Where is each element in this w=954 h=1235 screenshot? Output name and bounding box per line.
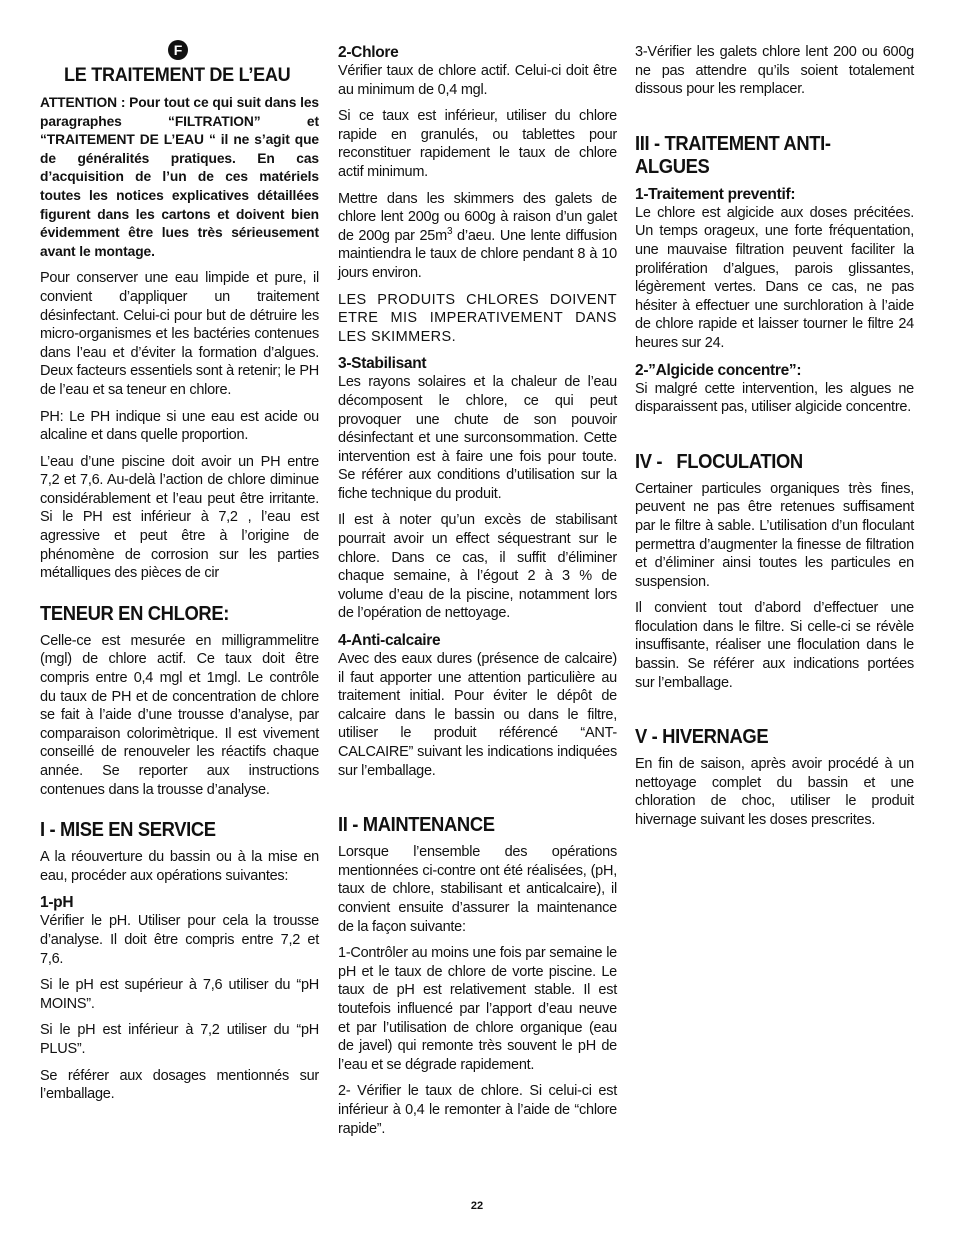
chlore-skimmers-warning: LES PRODUITS CHLORES DOIVENT ETRE MIS IMPERATIVEMENT DANS LES SKIMMERS. [338, 291, 617, 345]
floculation-paragraph-1: Certainer particules organiques très fines, peuvent ne pas être retenues suffisament par le filtre à sable. L’utilisation d’un floculant permettra d’augmenter la finesse de filtration et d’éliminer ainsi toutes les particules en suspension. [635, 480, 914, 590]
page-number: 22 [470, 1200, 484, 1212]
column-1 [40, 40, 319, 1104]
heading-traitement-preventif: 1-Traitement preventif: [635, 185, 796, 203]
ph-definition: PH: Le PH indique si une eau est acide ou alcaline et dans quelle proportion. [40, 408, 319, 444]
heading-teneur-chlore: TENEUR EN CHLORE: [40, 602, 230, 625]
anti-calcaire-paragraph: Avec des eaux dures (présence de calcaire) il faut apporter une attention particulière au traitement initial. Pour éviter le dépôt de calcaire dans le bassin ou dans le filtre, utiliser le produit référencé “ANT-CALCAIRE” suivant les indications indiquées sur l’emballage. [338, 651, 617, 779]
heading-hivernage: V - HIVERNAGE [635, 726, 769, 749]
chlore-paragraph-3 [338, 190, 617, 283]
ph-step-3: Si le pH est inférieur à 7,2 utiliser du “pH PLUS”. [40, 1022, 319, 1057]
chlore-paragraph-1: Vérifier taux de chlore actif. Celui-ci doit être au minimum de 0,4 mgl. [338, 63, 617, 98]
stabilisant-paragraph-2: Il est à noter qu’un excès de stabilisant pourrait avoir un effect séquestrant sur le chlore. Dans ce cas, il suffit d’éliminer chaque semaine, à l’égout 2 à 3 % de volume d’eau de la piscine, notamment lors de l’opération de nettoyage. [338, 512, 617, 622]
page-title: LE TRAITEMENT DE L’EAU [64, 65, 291, 86]
maintenance-paragraph-3: 2- Vérifier le taux de chlore. Si celui-ci est inférieur à 0,4 le remonter à l’aide de “chlore rapide”. [338, 1083, 617, 1137]
chlore-p3-part-b: d’aeu. Une lente diffusion maintiendra le taux de chlore pendant 8 à 10 jours environ. [338, 227, 617, 281]
ph-step-2: Si le pH est supérieur à 7,6 utiliser du “pH MOINS”. [40, 977, 319, 1012]
stabilisant-paragraph-1: Les rayons solaires et la chaleur de l’eau décomposent le chlore, ce qui peut provoquer une chute de son pouvoir désinfectant et une surconsommation. Cette intervention est à faire une fois pour toute. Se référer aux conditions d’utilisation sur la fiche technique du produit. [338, 374, 617, 502]
hivernage-paragraph: En fin de saison, après avoir procédé à un nettoyage complet du bassin et une chloration de choc, utiliser le produit hivernage suivant les doses prescrites. [635, 756, 914, 829]
heading-mise-en-service: I - MISE EN SERVICE [40, 819, 216, 842]
maintenance-paragraph-2: 1-Contrôler au moins une fois par semaine le pH et le taux de chlore de vorte piscine. Le taux de pH est relativement stable. Il est toutefois influencé par l’apport d’eau neuve et par l’utilisation de chlore organique (eau de javel) qui remonte très souvent le pH de l’eau et se dégrade rapidement. [338, 945, 617, 1073]
heading-maintenance: II - MAINTENANCE [338, 814, 495, 837]
intro-paragraph: Pour conserver une eau limpide et pure, il convient d’appliquer un traitement désinfectant. Celui-ci pour but de détruire les micro-organismes et les bactéries contenues dans l’eau et d’éviter la formation d’algues. Deux facteurs essentiels sont à retenir; le PH de l’eau et sa teneur en chlore. [40, 270, 319, 398]
column-2 [338, 43, 617, 1138]
heading-ph: 1-pH [40, 894, 74, 912]
galets-paragraph: 3-Vérifier les galets chlore lent 200 ou 600g ne pas attendre qu’ils soient totalement dissous pour les remplacer. [635, 44, 914, 98]
heading-stabilisant: 3-Stabilisant [338, 355, 427, 373]
ph-step-4: Se référer aux dosages mentionnés sur l’emballage. [40, 1067, 319, 1103]
chlore-paragraph-2: Si ce taux est inférieur, utiliser du chlore rapide en granulés, ou tablettes pour reconstituer rapidement le taux de chlore actif minimum. [338, 108, 617, 180]
column-3 [635, 43, 914, 830]
heading-traitement-anti-algues: III - TRAITEMENT ANTI-ALGUES [635, 132, 831, 178]
mise-paragraph: A la réouverture du bassin ou à la mise en eau, procéder aux opérations suivantes: [40, 849, 319, 884]
algicide-paragraph: Si malgré cette intervention, les algues ne disparaissent pas, utiliser algicide concentre. [635, 380, 914, 416]
floculation-paragraph-2: Il convient tout d’abord d’effectuer une floculation dans le filtre. Si celle-ci se révèle insuffisante, réaliser une floculation dans le bassin. Se référer aux indications portées sur l’emballage. [635, 600, 914, 691]
heading-floculation: IV - FLOCULATION [635, 450, 803, 473]
heading-chlore: 2-Chlore [338, 44, 399, 61]
attention-notice: ATTENTION : Pour tout ce qui suit dans les paragraphes “FILTRATION” et “TRAITEMENT DE L’EAU “ il ne s’agit que de généralités pratiques. En cas d’acquisition de l’un de ces matériels toutes les notices explicatives détaillées figurent dans les cartons et doivent bien évidemment être lues très sérieusement avant le montage. [40, 95, 319, 259]
preventif-paragraph: Le chlore est algicide aux doses précitées. Un temps orageux, une forte fréquentation, une mauvaise filtration peuvent faciliter la prolifération d’algues, parois glissantes, légèrement vertes. Dans ce cas, ne pas hésiter à effectuer une surchloration à l’aide de chlore rapide et laisser tourner le filtre 24 heures sur 24. [635, 204, 914, 351]
heading-anti-calcaire: 4-Anti-calcaire [338, 632, 441, 650]
heading-algicide-concentre: 2-”Algicide concentre”: [635, 361, 802, 379]
teneur-paragraph: Celle-ce est mesurée en milligrammelitre (mgl) de chlore actif. Ce taux doit être compris entre 0,4 mgl et 1mgl. Le contrôle du taux de PH et de concentration de chlore se fait à l’aide d’une trousse d’analyse, par comparaison colorimètrique. Il est vivement conseillé de renouveler les réactifs chaque année. Se reporter aux instructions contenues dans la trousse d’analyse. [40, 632, 319, 798]
language-badge: F [168, 40, 188, 60]
maintenance-paragraph-1: Lorsque l’ensemble des opérations mentionnées ci-contre ont été réalisées, (pH, taux de chlore, stabilisant et anticalcaire), il convient ensuite d’assurer la maintenance de la façon suivante: [338, 844, 617, 935]
ph-range-paragraph: L’eau d’une piscine doit avoir un PH entre 7,2 et 7,6. Au-delà l’action de chlore diminue considérablement et l’eau peut être irritante. Si le PH est inférieur à 7,2 , l’eau est agressive et peut être à l’origine de phénomène de corrosion sur les parties métalliques des pièces de cir [40, 453, 319, 582]
chlore-p3-part-a: Mettre dans les skimmers des galets de chlore lent 200g ou 600g à raison d’un galet de 200g par 25m [338, 190, 617, 244]
cubic-superscript: 3 [446, 225, 453, 237]
ph-step-1: Vérifier le pH. Utiliser pour cela la trousse d’analyse. Il doit être compris entre 7,2 et 7,6. [40, 913, 319, 967]
